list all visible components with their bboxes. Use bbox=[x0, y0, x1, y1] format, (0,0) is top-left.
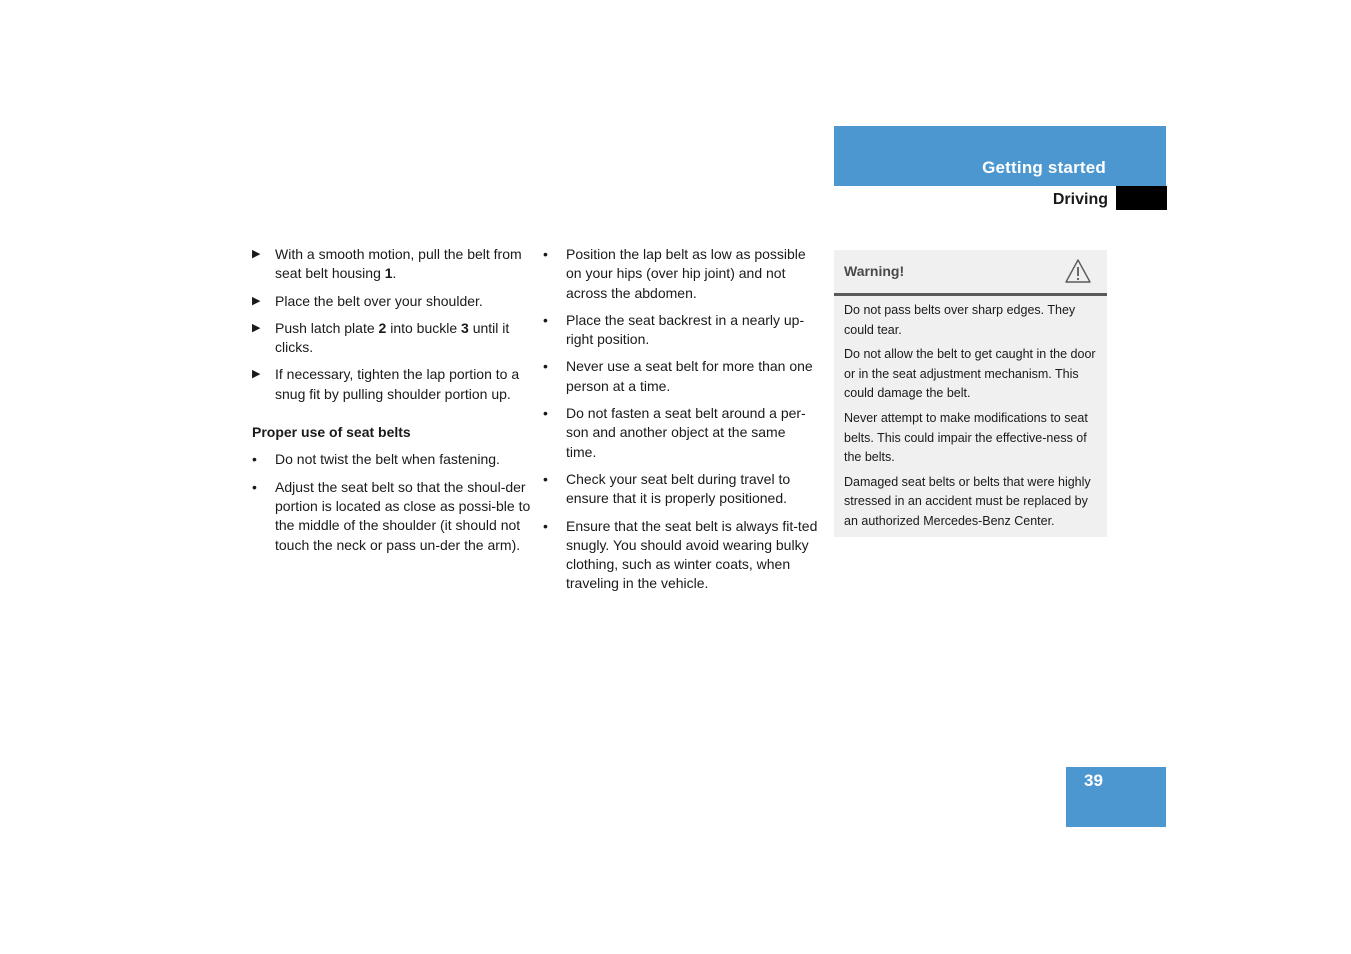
dot-bullet-icon: • bbox=[543, 358, 548, 375]
instruction-step: ▶ With a smooth motion, pull the belt from seat belt housing 1. bbox=[252, 246, 522, 282]
arrow-bullet-icon: ▶ bbox=[252, 248, 261, 260]
list-item: • Ensure that the seat belt is always fit-ted snugly. You should avoid wearing bulky clothing, such as winter coats, when traveling in the vehicle. bbox=[543, 517, 818, 592]
column-left bbox=[252, 245, 532, 563]
arrow-bullet-icon: ▶ bbox=[252, 294, 261, 307]
arrow-bullet-icon: ▶ bbox=[252, 368, 261, 381]
dot-bullet-icon: • bbox=[543, 405, 548, 422]
dot-bullet-icon: • bbox=[252, 451, 257, 468]
section-heading: Proper use of seat belts bbox=[252, 424, 411, 441]
dot-bullet-icon: • bbox=[543, 246, 548, 262]
instruction-step: ▶ Push latch plate 2 into buckle 3 until it clicks. bbox=[252, 319, 510, 356]
dot-bullet-icon: • bbox=[543, 517, 548, 534]
warning-title: Warning! bbox=[844, 263, 905, 279]
header-band bbox=[834, 126, 1166, 186]
warning-paragraph: Do not pass belts over sharp edges. They could tear. bbox=[844, 303, 1076, 337]
section-title: Getting started bbox=[982, 158, 1106, 177]
instruction-step: ▶ Place the belt over your shoulder. bbox=[252, 292, 532, 311]
dot-bullet-icon: • bbox=[543, 311, 548, 328]
warning-body bbox=[834, 296, 1107, 532]
list-item: • Do not fasten a seat belt around a per-son and another object at the same time. bbox=[543, 405, 806, 460]
list-item: • Position the lap belt as low as possible on your hips (over hip joint) and not across the abdomen. bbox=[543, 246, 806, 301]
warning-paragraph: Do not allow the belt to get caught in the door or in the seat adjustment mechanism. This could damage the belt. bbox=[844, 347, 1096, 401]
list-item: • Do not twist the belt when fastening. bbox=[252, 450, 532, 469]
warning-triangle-icon bbox=[1064, 258, 1092, 284]
dot-bullet-icon: • bbox=[543, 470, 548, 487]
list-item: • Adjust the seat belt so that the shoul-der portion is located as close as possi-ble to the middle of the shoulder (it should not touch the neck or pass un-der the arm). bbox=[252, 478, 531, 553]
list-item: • Place the seat backrest in a nearly up-right position. bbox=[543, 311, 805, 348]
list-item: • Check your seat belt during travel to ensure that it is properly positioned. bbox=[543, 470, 791, 507]
arrow-bullet-icon: ▶ bbox=[252, 321, 261, 334]
page-number: 39 bbox=[1084, 771, 1103, 790]
dot-bullet-icon: • bbox=[252, 478, 257, 495]
warning-paragraph: Damaged seat belts or belts that were highly stressed in an accident must be replaced by an authorized Mercedes-Benz Center. bbox=[844, 474, 1091, 528]
column-middle bbox=[543, 245, 819, 602]
list-item: • Never use a seat belt for more than one person at a time. bbox=[543, 358, 813, 394]
warning-paragraph: Never attempt to make modifications to seat belts. This could impair the effective-ness of the belts. bbox=[844, 410, 1088, 465]
warning-box bbox=[834, 250, 1107, 537]
warning-header bbox=[834, 250, 1107, 296]
subsection-title: Driving bbox=[1052, 191, 1108, 208]
instruction-step: ▶ If necessary, tighten the lap portion to a snug fit by pulling shoulder portion up. bbox=[252, 366, 520, 402]
page-number-box bbox=[1066, 767, 1166, 827]
subsection-tab-marker bbox=[1116, 186, 1167, 210]
